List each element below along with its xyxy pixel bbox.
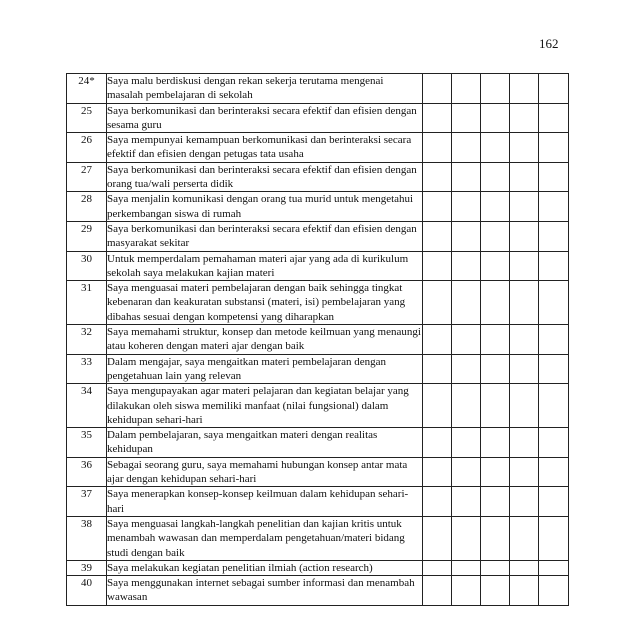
table-row	[67, 325, 569, 355]
score-cell[interactable]	[510, 487, 539, 517]
questionnaire-table	[66, 73, 569, 606]
score-cell[interactable]	[539, 74, 569, 104]
table-row	[67, 74, 569, 104]
score-cell[interactable]	[539, 162, 569, 192]
score-cell[interactable]	[510, 560, 539, 575]
score-cell[interactable]	[452, 487, 481, 517]
table-row	[67, 428, 569, 458]
score-cell[interactable]	[452, 281, 481, 325]
score-cell[interactable]	[452, 251, 481, 281]
item-statement: Saya menguasai materi pembelajaran dengan baik sehingga tingkat kebenaran dan keakuratan substansi (materi, isi) pembelajaran yang dibahas sesuai dengan kompetensi yang diharapkan	[107, 281, 423, 325]
score-cell[interactable]	[423, 560, 452, 575]
score-cell[interactable]	[423, 325, 452, 355]
score-cell[interactable]	[481, 192, 510, 222]
score-cell[interactable]	[539, 281, 569, 325]
score-cell[interactable]	[481, 133, 510, 163]
score-cell[interactable]	[539, 103, 569, 133]
table-row	[67, 354, 569, 384]
item-number: 38	[67, 516, 107, 560]
score-cell[interactable]	[539, 457, 569, 487]
score-cell[interactable]	[423, 281, 452, 325]
score-cell[interactable]	[452, 576, 481, 606]
score-cell[interactable]	[539, 133, 569, 163]
item-statement: Saya menerapkan konsep-konsep keilmuan dalam kehidupan sehari-hari	[107, 487, 423, 517]
score-cell[interactable]	[481, 221, 510, 251]
table-row	[67, 576, 569, 606]
table-row	[67, 162, 569, 192]
score-cell[interactable]	[481, 162, 510, 192]
item-statement: Saya melakukan kegiatan penelitian ilmiah (action research)	[107, 560, 423, 575]
item-number: 27	[67, 162, 107, 192]
table-row	[67, 133, 569, 163]
score-cell[interactable]	[423, 354, 452, 384]
score-cell[interactable]	[539, 428, 569, 458]
score-cell[interactable]	[452, 192, 481, 222]
score-cell[interactable]	[510, 457, 539, 487]
score-cell[interactable]	[510, 325, 539, 355]
table-row	[67, 487, 569, 517]
score-cell[interactable]	[452, 516, 481, 560]
item-number: 24*	[67, 74, 107, 104]
score-cell[interactable]	[423, 384, 452, 428]
score-cell[interactable]	[539, 325, 569, 355]
score-cell[interactable]	[510, 74, 539, 104]
score-cell[interactable]	[510, 221, 539, 251]
score-cell[interactable]	[423, 251, 452, 281]
table-row	[67, 192, 569, 222]
score-cell[interactable]	[539, 384, 569, 428]
score-cell[interactable]	[481, 457, 510, 487]
score-cell[interactable]	[510, 281, 539, 325]
table-row	[67, 384, 569, 428]
score-cell[interactable]	[452, 457, 481, 487]
score-cell[interactable]	[423, 576, 452, 606]
item-number: 26	[67, 133, 107, 163]
score-cell[interactable]	[423, 516, 452, 560]
item-statement: Untuk memperdalam pemahaman materi ajar yang ada di kurikulum sekolah saya melakukan kajian materi	[107, 251, 423, 281]
item-number: 39	[67, 560, 107, 575]
table-row	[67, 457, 569, 487]
item-number: 40	[67, 576, 107, 606]
score-cell[interactable]	[481, 560, 510, 575]
table-row	[67, 251, 569, 281]
item-number: 36	[67, 457, 107, 487]
item-number: 32	[67, 325, 107, 355]
item-statement: Sebagai seorang guru, saya memahami hubungan konsep antar mata ajar dengan kehidupan sehari-hari	[107, 457, 423, 487]
score-cell[interactable]	[510, 162, 539, 192]
score-cell[interactable]	[452, 428, 481, 458]
score-cell[interactable]	[510, 428, 539, 458]
score-cell[interactable]	[423, 74, 452, 104]
score-cell[interactable]	[510, 516, 539, 560]
item-number: 28	[67, 192, 107, 222]
item-statement: Saya menggunakan internet sebagai sumber informasi dan menambah wawasan	[107, 576, 423, 606]
questionnaire-body	[67, 74, 569, 606]
score-cell[interactable]	[452, 354, 481, 384]
score-cell[interactable]	[452, 325, 481, 355]
score-cell[interactable]	[481, 281, 510, 325]
item-statement: Saya mengupayakan agar materi pelajaran dan kegiatan belajar yang dilakukan oleh siswa memiliki manfaat (nilai fungsional) dalam kehidupan sehari-hari	[107, 384, 423, 428]
item-statement: Dalam mengajar, saya mengaitkan materi pembelajaran dengan pengetahuan lain yang relevan	[107, 354, 423, 384]
score-cell[interactable]	[452, 384, 481, 428]
score-cell[interactable]	[539, 221, 569, 251]
score-cell[interactable]	[539, 251, 569, 281]
score-cell[interactable]	[510, 251, 539, 281]
score-cell[interactable]	[539, 354, 569, 384]
score-cell[interactable]	[481, 487, 510, 517]
item-number: 34	[67, 384, 107, 428]
score-cell[interactable]	[423, 428, 452, 458]
score-cell[interactable]	[510, 576, 539, 606]
score-cell[interactable]	[423, 457, 452, 487]
score-cell[interactable]	[452, 560, 481, 575]
score-cell[interactable]	[452, 162, 481, 192]
score-cell[interactable]	[510, 103, 539, 133]
score-cell[interactable]	[481, 516, 510, 560]
item-number: 37	[67, 487, 107, 517]
item-number: 35	[67, 428, 107, 458]
item-statement: Saya berkomunikasi dan berinteraksi secara efektif dan efisien dengan orang tua/wali perserta didik	[107, 162, 423, 192]
score-cell[interactable]	[481, 74, 510, 104]
score-cell[interactable]	[539, 560, 569, 575]
item-statement: Saya memahami struktur, konsep dan metode keilmuan yang menaungi atau koheren dengan materi ajar dengan baik	[107, 326, 421, 353]
score-cell[interactable]	[423, 192, 452, 222]
item-statement: Saya mempunyai kemampuan berkomunikasi dan berinteraksi secara efektif dan efisien dengan petugas tata usaha	[107, 133, 423, 163]
score-cell[interactable]	[481, 384, 510, 428]
item-statement: Saya malu berdiskusi dengan rekan sekerja terutama mengenai masalah pembelajaran di sekolah	[107, 74, 423, 104]
page-number: 162	[539, 36, 559, 51]
score-cell[interactable]	[452, 133, 481, 163]
score-cell[interactable]	[539, 576, 569, 606]
score-cell[interactable]	[423, 487, 452, 517]
score-cell[interactable]	[423, 221, 452, 251]
score-cell[interactable]	[481, 251, 510, 281]
item-number: 30	[67, 251, 107, 281]
table-row	[67, 103, 569, 133]
score-cell[interactable]	[510, 133, 539, 163]
score-cell[interactable]	[423, 162, 452, 192]
item-statement: Dalam pembelajaran, saya mengaitkan materi dengan realitas kehidupan	[107, 428, 423, 458]
table-row	[67, 221, 569, 251]
table-row	[67, 281, 569, 325]
score-cell[interactable]	[423, 103, 452, 133]
score-cell[interactable]	[539, 487, 569, 517]
score-cell[interactable]	[423, 133, 452, 163]
score-cell[interactable]	[481, 103, 510, 133]
score-cell[interactable]	[452, 74, 481, 104]
item-number: 33	[67, 354, 107, 384]
table-row	[67, 516, 569, 560]
table-row	[67, 560, 569, 575]
item-statement: Saya berkomunikasi dan berinteraksi secara efektif dan efisien dengan sesama guru	[107, 103, 423, 133]
score-cell[interactable]	[539, 516, 569, 560]
score-cell[interactable]	[510, 384, 539, 428]
score-cell[interactable]	[452, 221, 481, 251]
score-cell[interactable]	[481, 428, 510, 458]
score-cell[interactable]	[481, 325, 510, 355]
item-statement: Saya berkomunikasi dan berinteraksi secara efektif dan efisien dengan masyarakat sekitar	[107, 221, 423, 251]
score-cell[interactable]	[510, 354, 539, 384]
item-number: 29	[67, 221, 107, 251]
score-cell[interactable]	[539, 192, 569, 222]
item-number: 31	[67, 281, 107, 325]
item-statement: Saya menjalin komunikasi dengan orang tua murid untuk mengetahui perkembangan siswa di rumah	[107, 192, 423, 222]
item-statement: Saya menguasai langkah-langkah penelitian dan kajian kritis untuk menambah wawasan dan memperdalam pengetahuan/materi bidang studi dengan baik	[107, 516, 423, 560]
item-number: 25	[67, 103, 107, 133]
score-cell[interactable]	[481, 576, 510, 606]
score-cell[interactable]	[481, 354, 510, 384]
score-cell[interactable]	[452, 103, 481, 133]
score-cell[interactable]	[510, 192, 539, 222]
